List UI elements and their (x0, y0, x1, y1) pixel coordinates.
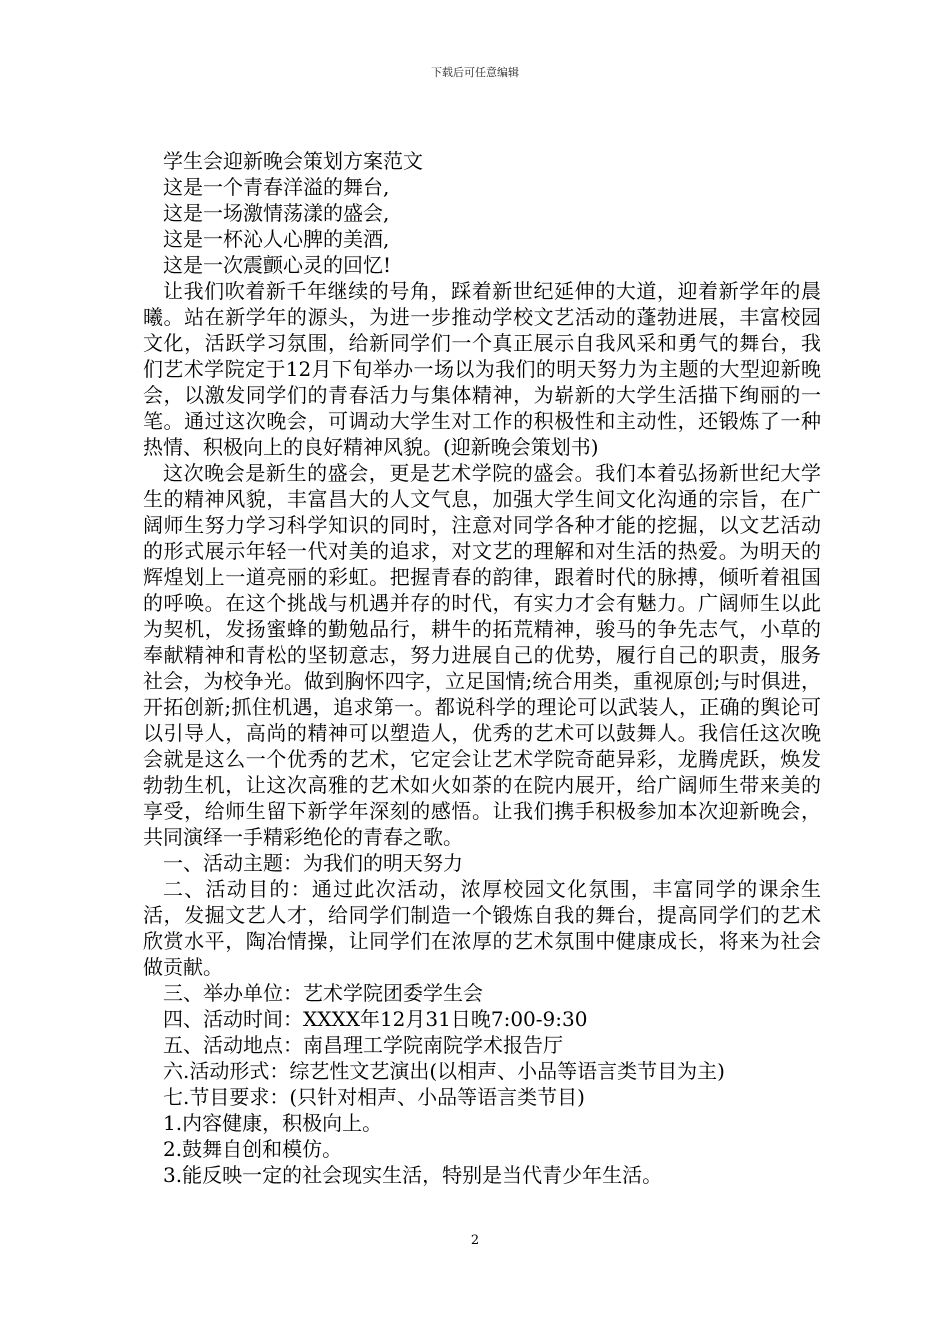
section-time: 四、活动时间：XXXX年12月31日晚7:00-9:30 (163, 1007, 588, 1031)
section-organizer: 三、举办单位：艺术学院团委学生会 (163, 981, 483, 1005)
requirement-item: 3.能反映一定的社会现实生活，特别是当代青少年生活。 (163, 1163, 663, 1187)
poem-line: 这是一场激情荡漾的盛会, (163, 201, 390, 225)
requirement-item: 2.鼓舞自创和模仿。 (163, 1137, 343, 1161)
page-number: 2 (470, 1233, 480, 1248)
poem-line: 这是一个青春洋溢的舞台, (163, 175, 390, 199)
poem-line: 这是一杯沁人心脾的美酒, (163, 227, 390, 251)
section-requirements: 七.节目要求：(只针对相声、小品等语言类节目) (163, 1085, 585, 1109)
requirement-item: 1.内容健康，积极向上。 (163, 1111, 383, 1135)
document-body (143, 148, 821, 1188)
intro-paragraph: 让我们吹着新千年继续的号角，踩着新世纪延伸的大道，迎着新学年的晨曦。站在新学年的源头，为进一步推动学校文艺活动的蓬勃进展，丰富校园文化，活跃学习氛围，给新同学们一个真正展示自我风采和勇气的舞台，我们艺术学院定于12月下旬举办一场以为我们的明天努力为主题的大型迎新晚会，以激发同学们的青春活力与集体精神，为崭新的大学生活描下绚丽的一笔。通过这次晚会，可调动大学生对工作的积极性和主动性，还锻炼了一种热情、积极向上的良好精神风貌。(迎新晚会策划书) (143, 279, 821, 459)
poem-line: 这是一次震颤心灵的回忆! (163, 253, 392, 277)
section-purpose: 二、活动目的：通过此次活动，浓厚校园文化氛围，丰富同学的课余生活，发掘文艺人才，给同学们制造一个锻炼自我的舞台，提高同学们的艺术欣赏水平，陶冶情操，让同学们在浓厚的艺术氛围中健康成长，将来为社会做贡献。 (143, 877, 821, 979)
section-location: 五、活动地点：南昌理工学院南院学术报告厅 (163, 1033, 563, 1057)
section-format: 六.活动形式：综艺性文艺演出(以相声、小品等语言类节目为主) (163, 1059, 725, 1083)
page-header: 下载后可任意编辑 (431, 66, 519, 79)
body-paragraph: 这次晚会是新生的盛会，更是艺术学院的盛会。我们本着弘扬新世纪大学生的精神风貌，丰富昌大的人文气息，加强大学生间文化沟通的宗旨，在广阔师生努力学习科学知识的同时，注意对同学各种才能的挖掘，以文艺活动的形式展示年轻一代对美的追求，对文艺的理解和对生活的热爱。为明天的辉煌划上一道亮丽的彩虹。把握青春的韵律，跟着时代的脉搏，倾听着祖国的呼唤。在这个挑战与机遇并存的时代，有实力才会有魅力。广阔师生以此为契机，发扬蜜蜂的勤勉品行，耕牛的拓荒精神，骏马的争先志气，小草的奉献精神和青松的坚韧意志，努力进展自己的优势，履行自己的职责，服务社会，为校争光。做到胸怀四字，立足国情;统合用类，重视原创;与时俱进，开拓创新;抓住机遇，追求第一。都说科学的理论可以武装人，正确的舆论可以引导人，高尚的精神可以塑造人，优秀的艺术可以鼓舞人。我信任这次晚会就是这么一个优秀的艺术，它定会让艺术学院奇葩异彩，龙腾虎跃，焕发勃勃生机，让这次高雅的艺术如火如荼的在院内展开，给广阔师生带来美的享受，给师生留下新学年深刻的感悟。让我们携手积极参加本次迎新晚会，共同演绎一手精彩绝伦的青春之歌。 (143, 461, 821, 849)
document-title: 学生会迎新晚会策划方案范文 (163, 149, 423, 173)
section-theme: 一、活动主题：为我们的明天努力 (163, 851, 463, 875)
